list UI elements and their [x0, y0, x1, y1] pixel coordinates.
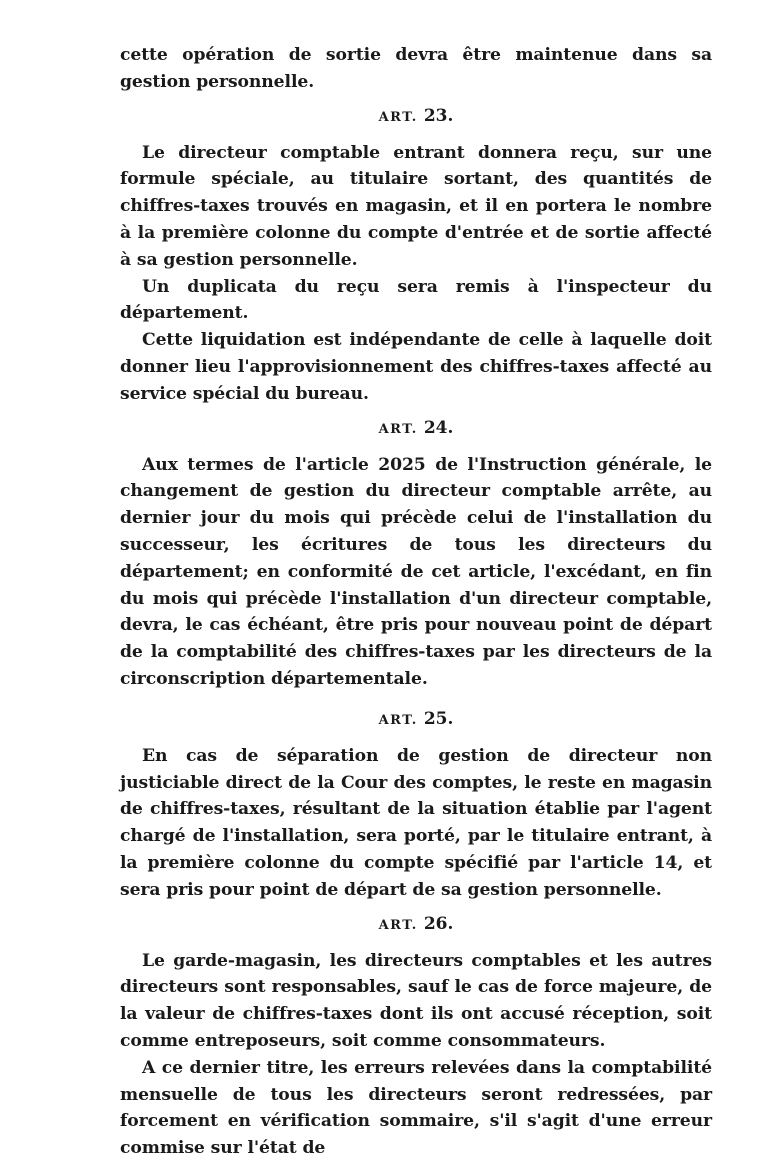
article-label: ART. — [378, 917, 418, 933]
article-number: 24. — [423, 417, 454, 438]
article-label: ART. — [378, 421, 418, 437]
article-number: 23. — [423, 105, 454, 126]
article-26-paragraph-1: Le garde-magasin, les directeurs comptables et les autres directeurs sont responsables, sauf le cas de force majeure, de la valeur de chiffres-taxes dont ils ont accusé réception, soit comme entreposeurs, soit comme consommateurs. — [120, 950, 712, 1051]
article-26-paragraph-2: A ce dernier titre, les erreurs relevées dans la comptabilité mensuelle de tous les directeurs seront redressées, par forcement en vérification sommaire, s'il s'agit d'une erreur commise sur l'état de — [120, 1057, 712, 1159]
article-heading-26 — [120, 914, 712, 936]
article-23-paragraph-2: Un duplicata du reçu sera remis à l'inspecteur du département. — [120, 276, 712, 324]
article-heading-25 — [120, 709, 712, 731]
article-label: ART. — [378, 712, 418, 728]
article-25-paragraph-1: En cas de séparation de gestion de directeur non justiciable direct de la Cour des comptes, le reste en magasin de chiffres-taxes, résultant de la situation établie par l'agent chargé de l'installation, sera porté, par le titulaire entrant, à la première colonne du compte spécifié par l'article 14, et sera pris pour point de départ de sa gestion personnelle. — [120, 745, 712, 900]
article-23-paragraph-1: Le directeur comptable entrant donnera reçu, sur une formule spéciale, au titulaire sortant, des quantités de chiffres-taxes trouvés en magasin, et il en portera le nombre à la première colonne du compte d'entrée et de sortie affecté à sa gestion personnelle. — [120, 142, 712, 270]
article-number: 26. — [423, 913, 454, 934]
document-page — [120, 42, 712, 1162]
article-24-paragraph-1: Aux termes de l'article 2025 de l'Instruction générale, le changement de gestion du directeur comptable arrête, au dernier jour du mois qui précède celui de l'installation du successeur, les écritures de tous les directeurs du département; en conformité de cet article, l'excédant, en fin du mois qui précède l'installation d'un directeur comptable, devra, le cas échéant, être pris pour nouveau point de départ de la comptabilité des chiffres-taxes par les directeurs de la circonscription départementale. — [120, 454, 712, 689]
article-heading-24 — [120, 418, 712, 440]
article-label: ART. — [378, 109, 418, 125]
article-number: 25. — [423, 708, 454, 729]
article-23-paragraph-3: Cette liquidation est indépendante de celle à laquelle doit donner lieu l'approvisionnement des chiffres-taxes affecté au service spécial du bureau. — [120, 330, 712, 404]
article-heading-23 — [120, 106, 712, 128]
continuation-paragraph: cette opération de sortie devra être maintenue dans sa gestion personnelle. — [120, 45, 712, 92]
